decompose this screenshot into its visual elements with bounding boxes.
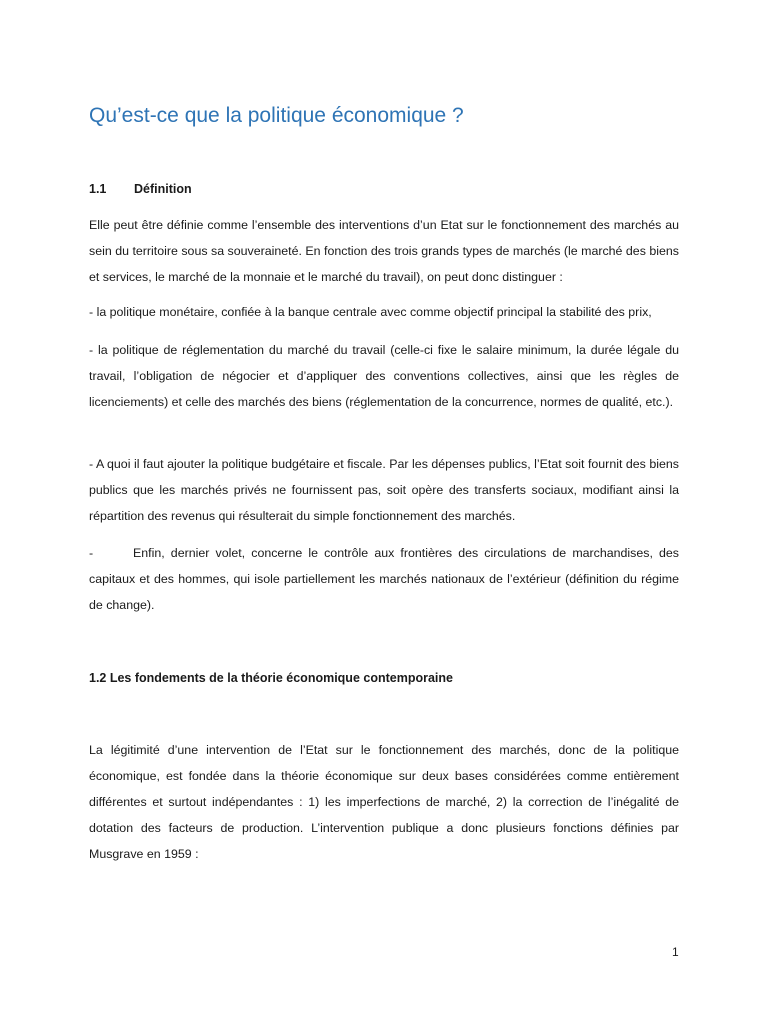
paragraph-border-control	[89, 540, 679, 618]
paragraph-monetary-policy: - la politique monétaire, confiée à la banque centrale avec comme objectif principal la stabilité des prix,	[89, 305, 652, 319]
list-dash: -	[89, 546, 94, 560]
paragraph-regulation-policy: - la politique de réglementation du marché du travail (celle-ci fixe le salaire minimum, la durée légale du travail, l’obligation de négocier et d’appliquer des conventions collectives, ainsi que les règles de licenciements) et celle des marchés des biens (réglementation de la concurrence, normes de qualité, etc.).	[89, 343, 679, 409]
paragraph-text: Enfin, dernier volet, concerne le contrôle aux frontières des circulations de marchandises, des capitaux et des hommes, qui isole partiellement les marchés nationaux de l’extérieur (définition du régime de change).	[89, 546, 679, 612]
paragraph-definition: Elle peut être définie comme l’ensemble des interventions d’un Etat sur le fonctionnement des marchés au sein du territoire sous sa souveraineté. En fonction des trois grands types de marchés (le marché des biens et services, le marché de la monnaie et le marché du travail), on peut donc distinguer :	[89, 218, 679, 284]
section-heading-1-1	[89, 182, 192, 196]
document-title: Qu’est-ce que la politique économique ?	[89, 104, 464, 127]
section-title: Définition	[134, 182, 192, 196]
paragraph-budget-policy: - A quoi il faut ajouter la politique budgétaire et fiscale. Par les dépenses publics, l’Etat soit fournit des biens publics que les marchés privés ne fournissent pas, soit opère des transferts sociaux, modifiant ainsi la répartition des revenus qui résulterait du simple fonctionnement des marchés.	[89, 457, 679, 523]
section-heading-1-2: 1.2 Les fondements de la théorie économique contemporaine	[89, 671, 453, 685]
page-number: 1	[672, 945, 679, 959]
paragraph-foundations: La légitimité d’une intervention de l’Etat sur le fonctionnement des marchés, donc de la politique économique, est fondée dans la théorie économique sur deux bases considérées comme entièrement différentes et surtout indépendantes : 1) les imperfections de marché, 2) la correction de l’inégalité de dotation des facteurs de production. L’intervention publique a donc plusieurs fonctions définies par Musgrave en 1959 :	[89, 743, 679, 861]
section-number: 1.1	[89, 182, 107, 196]
